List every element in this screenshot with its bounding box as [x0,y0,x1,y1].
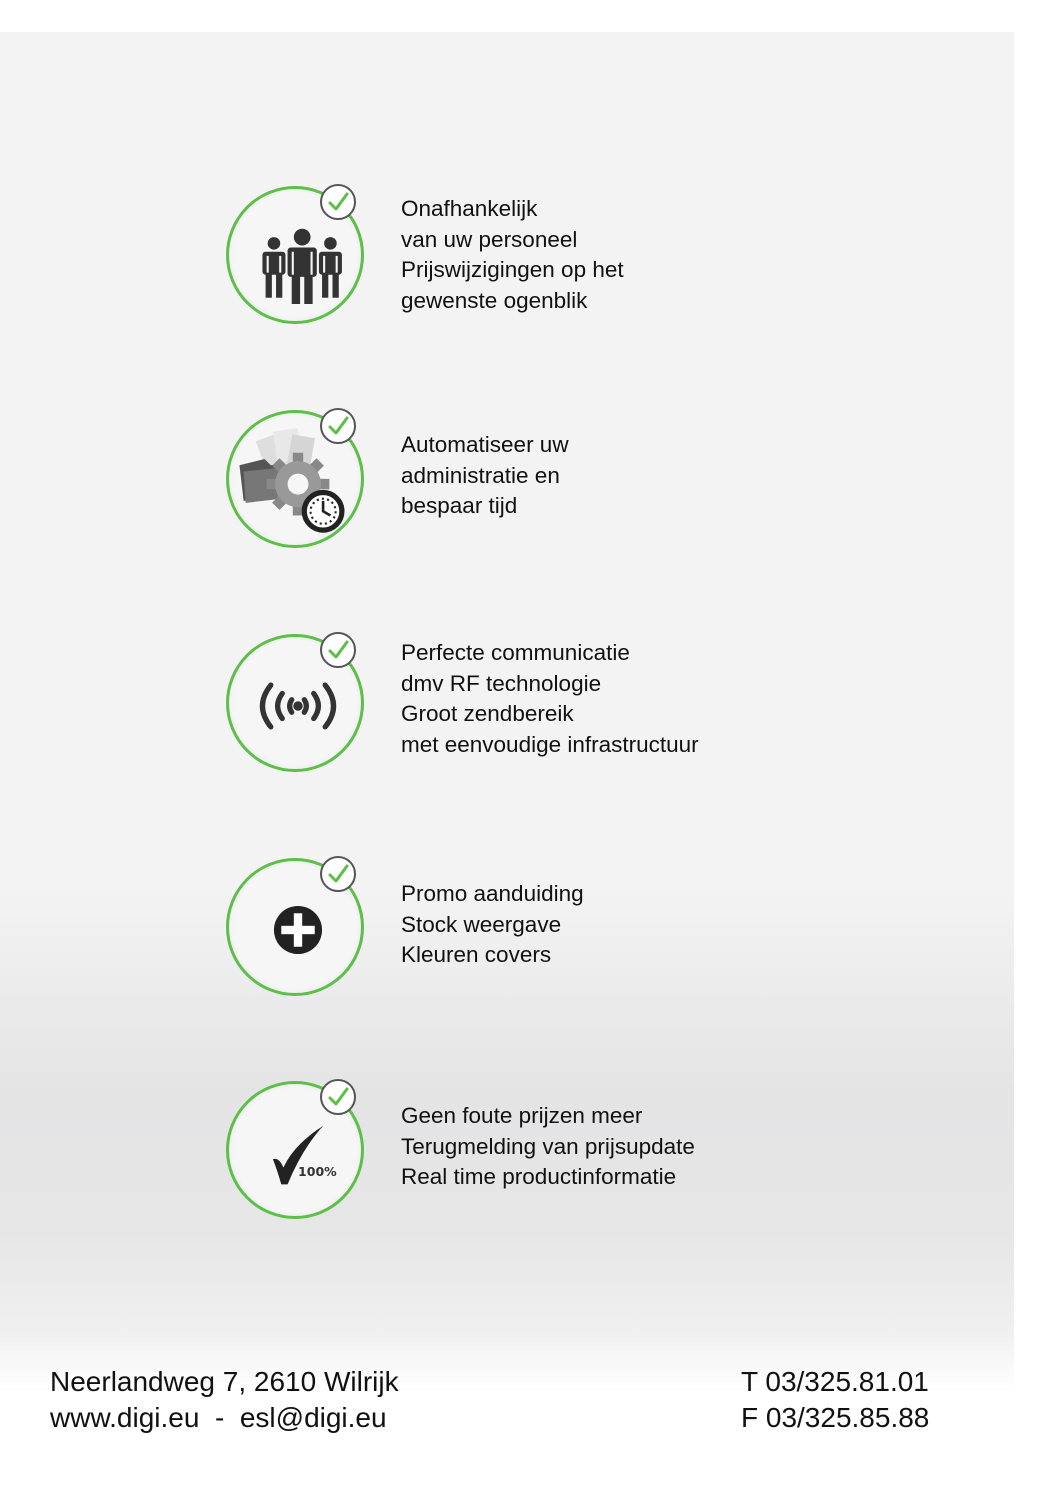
feature-text [401,638,699,760]
feature-line: van uw personeel [401,226,578,252]
feature-promo-stock-covers [0,858,1014,1008]
feature-line: Real time productinformatie [401,1164,677,1189]
checkmark-badge-icon [320,856,356,892]
feature-text [401,1101,695,1193]
feature-line: Geen foute prijzen meer [401,1103,643,1128]
feature-line: Stock weergave [401,911,562,937]
feature-line: Kleuren covers [401,942,552,967]
checkmark-badge-icon [320,1079,356,1115]
feature-line: Terugmelding van prijsupdate [401,1133,695,1159]
feature-automate-administration [0,410,1014,560]
feature-line: Prijswijzigingen op het [401,257,624,282]
checkmark-badge-icon [320,408,356,444]
checkmark-badge-icon [320,184,356,220]
feature-line: gewenste ogenblik [401,287,588,313]
footer-address: Neerlandweg 7, 2610 Wilrijk [50,1366,399,1397]
feature-text [401,879,584,971]
feature-line: met eenvoudige infrastructuur [401,731,699,757]
feature-line: bespaar tijd [401,493,518,518]
feature-text [401,430,569,522]
feature-line: Onafhankelijk [401,196,538,221]
checkmark-badge-icon [320,632,356,668]
footer-phone: T 03/325.81.01 [741,1366,929,1397]
feature-rf-communication [0,634,1014,784]
feature-line: Perfecte communicatie [401,640,630,665]
footer-web-email: www.digi.eu - esl@digi.eu [50,1402,387,1433]
feature-line: Promo aanduiding [401,881,584,906]
footer-contact-address [50,1364,399,1436]
feature-independent-staff [0,186,1014,336]
footer-contact-phone [741,1364,929,1436]
feature-line: administratie en [401,462,560,488]
feature-line: Automatiseer uw [401,432,569,457]
feature-line: dmv RF technologie [401,670,602,696]
footer-fax: F 03/325.85.88 [741,1402,930,1433]
feature-correct-prices [0,1081,1014,1231]
feature-text [401,194,624,316]
feature-line: Groot zendbereik [401,701,574,726]
percentage-label: 100% [298,1164,337,1179]
